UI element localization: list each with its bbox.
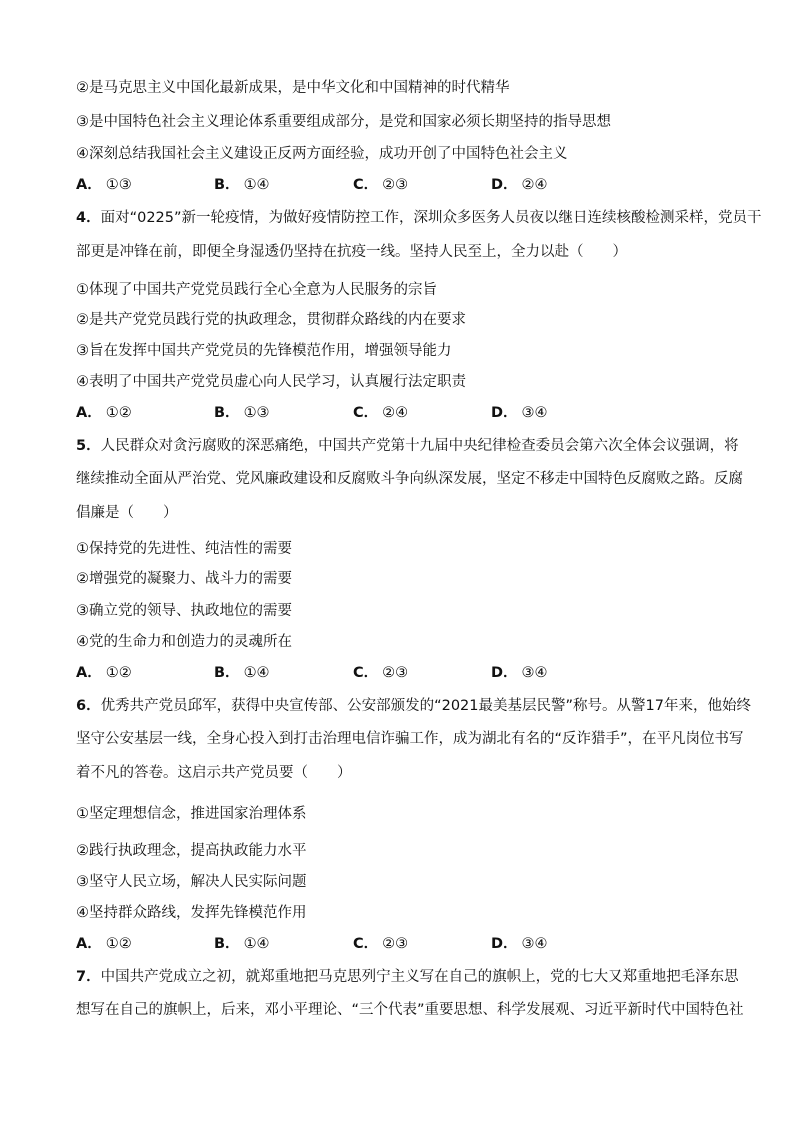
q6-stem-line-3: 着不凡的答卷。这启示共产党员要（ ） xyxy=(76,765,352,781)
q5-stem-line-1: 5．人民群众对贪污腐败的深恶痛绝，中国共产党第十九届中央纪律检查委员会第六次全体会议强调，将 xyxy=(76,438,739,454)
q5-statement-1: ①保持党的先进性、纯洁性的需要 xyxy=(76,541,292,557)
q6-statement-2: ②践行执政理念，提高执政能力水平 xyxy=(76,843,307,859)
q5-option-d[interactable]: D． ③④ xyxy=(491,665,548,681)
q3-option-a[interactable]: A． ①③ xyxy=(76,177,132,193)
q4-statement-3: ③旨在发挥中国共产党党员的先锋模范作用，增强领导能力 xyxy=(76,343,452,359)
q4-option-a[interactable]: A． ①② xyxy=(76,405,132,421)
q6-option-d[interactable]: D． ③④ xyxy=(491,936,548,952)
q3-option-d[interactable]: D． ②④ xyxy=(491,177,548,193)
q6-statement-1: ①坚定理想信念，推进国家治理体系 xyxy=(76,806,307,822)
q3-statement-4: ④深刻总结我国社会主义建设正反两方面经验，成功开创了中国特色社会主义 xyxy=(76,146,568,162)
q4-option-b[interactable]: B． ①③ xyxy=(214,405,270,421)
q4-statement-1: ①体现了中国共产党党员践行全心全意为人民服务的宗旨 xyxy=(76,282,437,298)
q4-statement-4: ④表明了中国共产党党员虚心向人民学习，认真履行法定职责 xyxy=(76,374,466,390)
q5-option-c[interactable]: C． ②③ xyxy=(353,665,409,681)
q4-option-d[interactable]: D． ③④ xyxy=(491,405,548,421)
q3-option-c[interactable]: C． ②③ xyxy=(353,177,409,193)
q6-statement-3: ③坚守人民立场，解决人民实际问题 xyxy=(76,874,307,890)
q5-stem-line-2: 继续推动全面从严治党、党风廉政建设和反腐败斗争向纵深发展，坚定不移走中国特色反腐败之路。反腐 xyxy=(76,471,743,487)
q6-stem-line-1: 6．优秀共产党员邱军，获得中央宣传部、公安部颁发的“2021最美基层民警”称号。从警17年来，他始终 xyxy=(76,698,751,714)
q4-stem-line-1: 4．面对“0225”新一轮疫情，为做好疫情防控工作，深圳众多医务人员夜以继日连续核酸检测采样，党员干 xyxy=(76,210,762,226)
q4-option-c[interactable]: C． ②④ xyxy=(353,405,409,421)
q3-option-b[interactable]: B． ①④ xyxy=(214,177,270,193)
q6-stem-line-2: 坚守公安基层一线，全身心投入到打击治理电信诈骗工作，成为湖北有名的“反诈猎手”，在平凡岗位书写 xyxy=(76,731,744,747)
q4-stem-line-2: 部更是冲锋在前，即便全身湿透仍坚持在抗疫一线。坚持人民至上，全力以赴（ ） xyxy=(76,244,627,260)
q6-option-b[interactable]: B． ①④ xyxy=(214,936,270,952)
q5-statement-3: ③确立党的领导、执政地位的需要 xyxy=(76,603,292,619)
q7-stem-line-2: 想写在自己的旗帜上，后来，邓小平理论、“三个代表”重要思想、科学发展观、习近平新时代中国特色社 xyxy=(76,1002,744,1018)
q3-statement-3: ③是中国特色社会主义理论体系重要组成部分，是党和国家必须长期坚持的指导思想 xyxy=(76,114,611,130)
q5-stem-line-3: 倡廉是（ ） xyxy=(76,505,178,521)
q5-statement-4: ④党的生命力和创造力的灵魂所在 xyxy=(76,634,292,650)
q6-option-c[interactable]: C． ②③ xyxy=(353,936,409,952)
q5-statement-2: ②增强党的凝聚力、战斗力的需要 xyxy=(76,571,292,587)
q3-statement-2: ②是马克思主义中国化最新成果，是中华文化和中国精神的时代精华 xyxy=(76,80,510,96)
q5-option-a[interactable]: A． ①② xyxy=(76,665,132,681)
q6-statement-4: ④坚持群众路线，发挥先锋模范作用 xyxy=(76,905,307,921)
q4-statement-2: ②是共产党党员践行党的执政理念，贯彻群众路线的内在要求 xyxy=(76,312,466,328)
q5-option-b[interactable]: B． ①④ xyxy=(214,665,270,681)
q7-stem-line-1: 7．中国共产党成立之初，就郑重地把马克思列宁主义写在自己的旗帜上，党的七大又郑重地把毛泽东思 xyxy=(76,969,739,985)
q6-option-a[interactable]: A． ①② xyxy=(76,936,132,952)
